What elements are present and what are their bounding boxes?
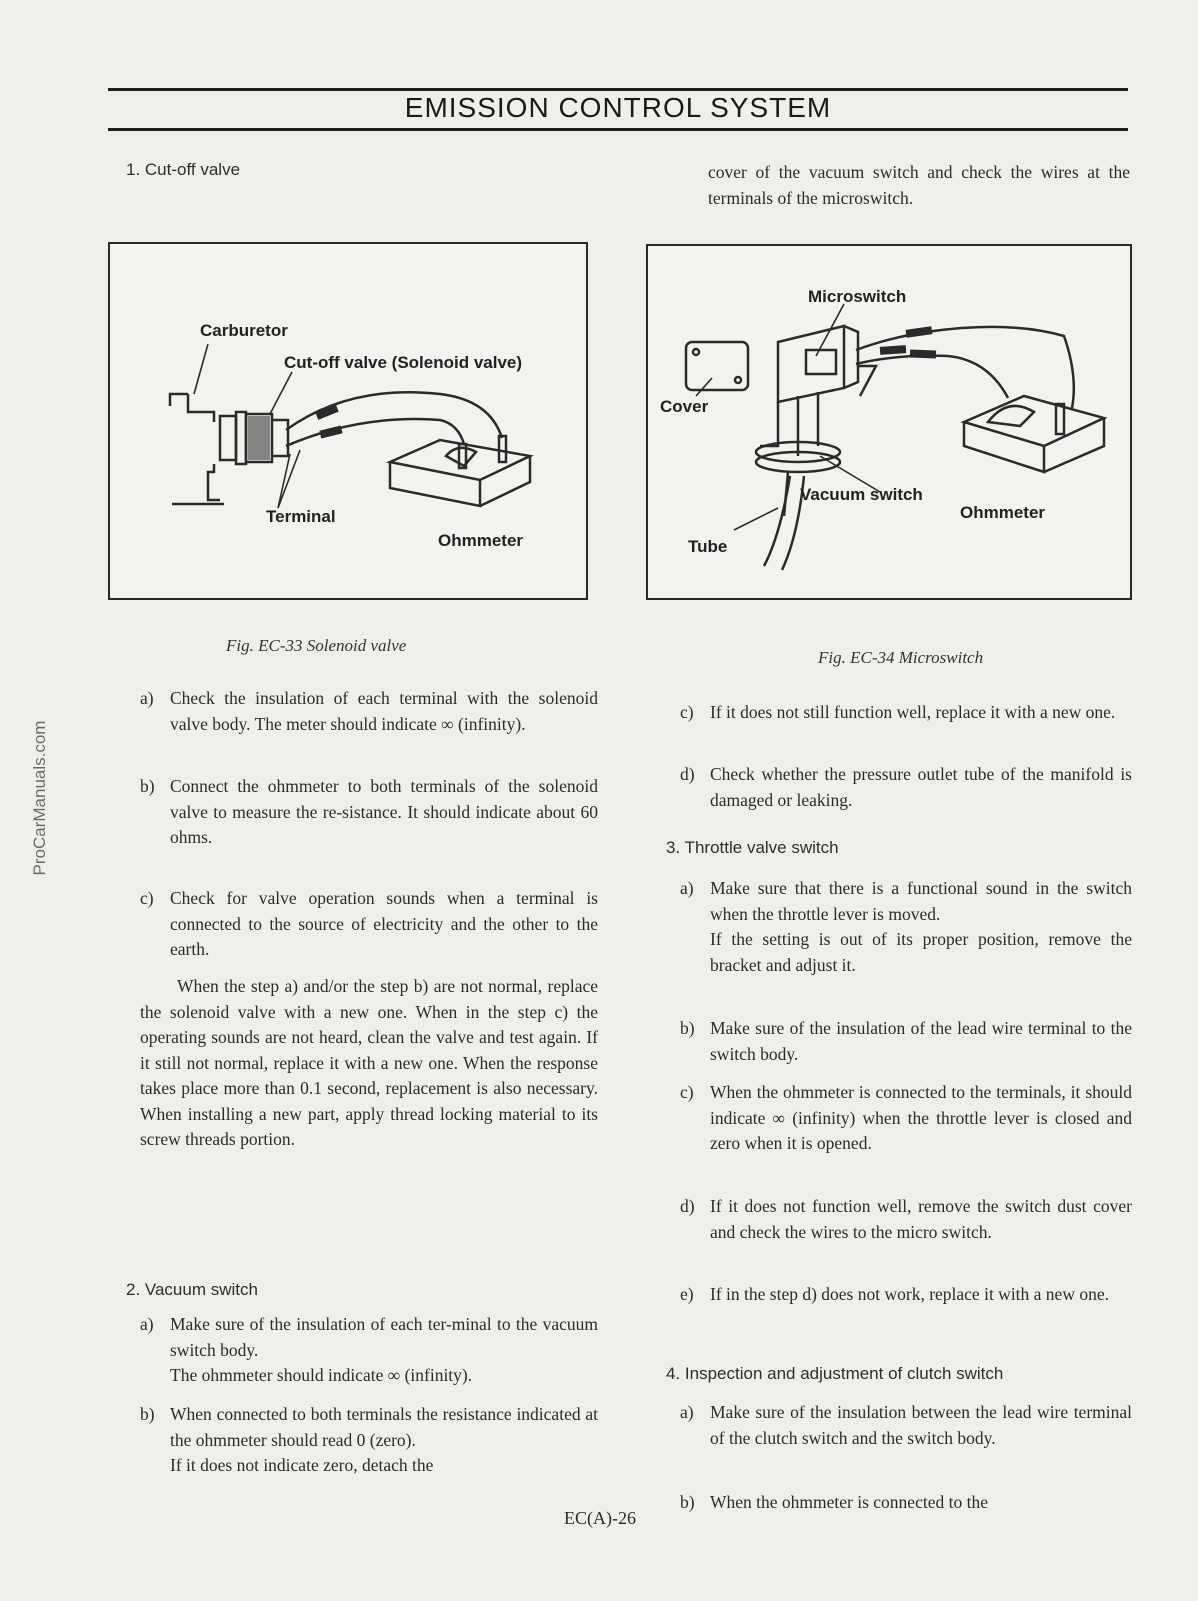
label-cover: Cover (660, 397, 709, 416)
label-carburetor: Carburetor (200, 321, 288, 340)
list-item: b) Connect the ohmmeter to both terminals of the solenoid valve to measure the re-sistance. It should indicate about 60 ohms. (140, 776, 598, 847)
list-item: b) When the ohmmeter is connected to the (680, 1492, 988, 1512)
label-microswitch: Microswitch (808, 287, 907, 306)
list-item: a) Check the insulation of each terminal with the solenoid valve body. The meter should indicate ∞ (infinity). (140, 688, 598, 734)
figure-solenoid-valve (108, 242, 588, 600)
list-item: b) When connected to both terminals the resistance indicated at the ohmmeter should read 0 (zero). If it does not indicate zero, detach the (140, 1404, 598, 1475)
section-heading-throttle-valve-switch: 3. Throttle valve switch (666, 838, 839, 857)
label-terminal: Terminal (266, 507, 336, 526)
list-item: c) Check for valve operation sounds when a terminal is connected to the source of electricity and the other to the earth. (140, 888, 598, 959)
figure-caption-ec34: Fig. EC-34 Microswitch (818, 648, 984, 667)
list-item: a) Make sure of the insulation between the lead wire terminal of the clutch switch and the switch body. (680, 1402, 1132, 1448)
section-heading-cutoff-valve: 1. Cut-off valve (126, 160, 241, 179)
watermark (20, 698, 60, 898)
figure-caption-ec33: Fig. EC-33 Solenoid valve (226, 636, 407, 655)
label-cutoff-valve: Cut-off valve (Solenoid valve) (284, 353, 523, 372)
label-vacuum-switch: Vacuum switch (800, 485, 923, 504)
microswitch-diagram (648, 246, 1130, 598)
solenoid-valve-diagram (110, 244, 586, 598)
label-ohmmeter: Ohmmeter (438, 531, 524, 550)
paragraph-replacement: When the step a) and/or the step b) are not normal, replace the solenoid valve with a new one. When in the step c) the operating sounds are not heard, clean the valve and test again. If it still not normal, replace it with a new one. When the response takes place more than 0.1 second, replacement is also necessary. When installing a new part, apply thread locking material to its screw threads portion. (140, 976, 598, 1149)
label-tube: Tube (688, 537, 728, 556)
list-item: b) Make sure of the insulation of the lead wire terminal to the switch body. (680, 1018, 1132, 1064)
continuation-text: cover of the vacuum switch and check the wires at the terminals of the microswitch. (708, 162, 1130, 208)
section-heading-clutch-switch: 4. Inspection and adjustment of clutch switch (666, 1364, 1004, 1383)
header-rule-top (108, 88, 1128, 91)
list-item: d) Check whether the pressure outlet tube of the manifold is damaged or leaking. (680, 764, 1132, 810)
list-item: e) If in the step d) does not work, replace it with a new one. (680, 1284, 1109, 1304)
section-heading-vacuum-switch: 2. Vacuum switch (126, 1280, 258, 1299)
list-item: c) If it does not still function well, replace it with a new one. (680, 702, 1116, 722)
list-item: d) If it does not function well, remove the switch dust cover and check the wires to the micro switch. (680, 1196, 1132, 1242)
list-item: a) Make sure that there is a functional sound in the switch when the throttle lever is moved. If the setting is out of its proper position, remove the bracket and adjust it. (680, 878, 1132, 975)
page-title: EMISSION CONTROL SYSTEM (404, 92, 832, 123)
header-rule-bottom (108, 128, 1128, 131)
list-item: a) Make sure of the insulation of each ter-minal to the vacuum switch body. The ohmmeter should indicate ∞ (infinity). (140, 1314, 598, 1385)
figure-microswitch (646, 244, 1132, 600)
list-item: c) When the ohmmeter is connected to the terminals, it should indicate ∞ (infinity) when the throttle lever is closed and zero when it is opened. (680, 1082, 1132, 1153)
watermark-text: ProCarManuals.com (30, 720, 49, 876)
label-ohmmeter-2: Ohmmeter (960, 503, 1046, 522)
page-number: EC(A)-26 (564, 1508, 636, 1528)
